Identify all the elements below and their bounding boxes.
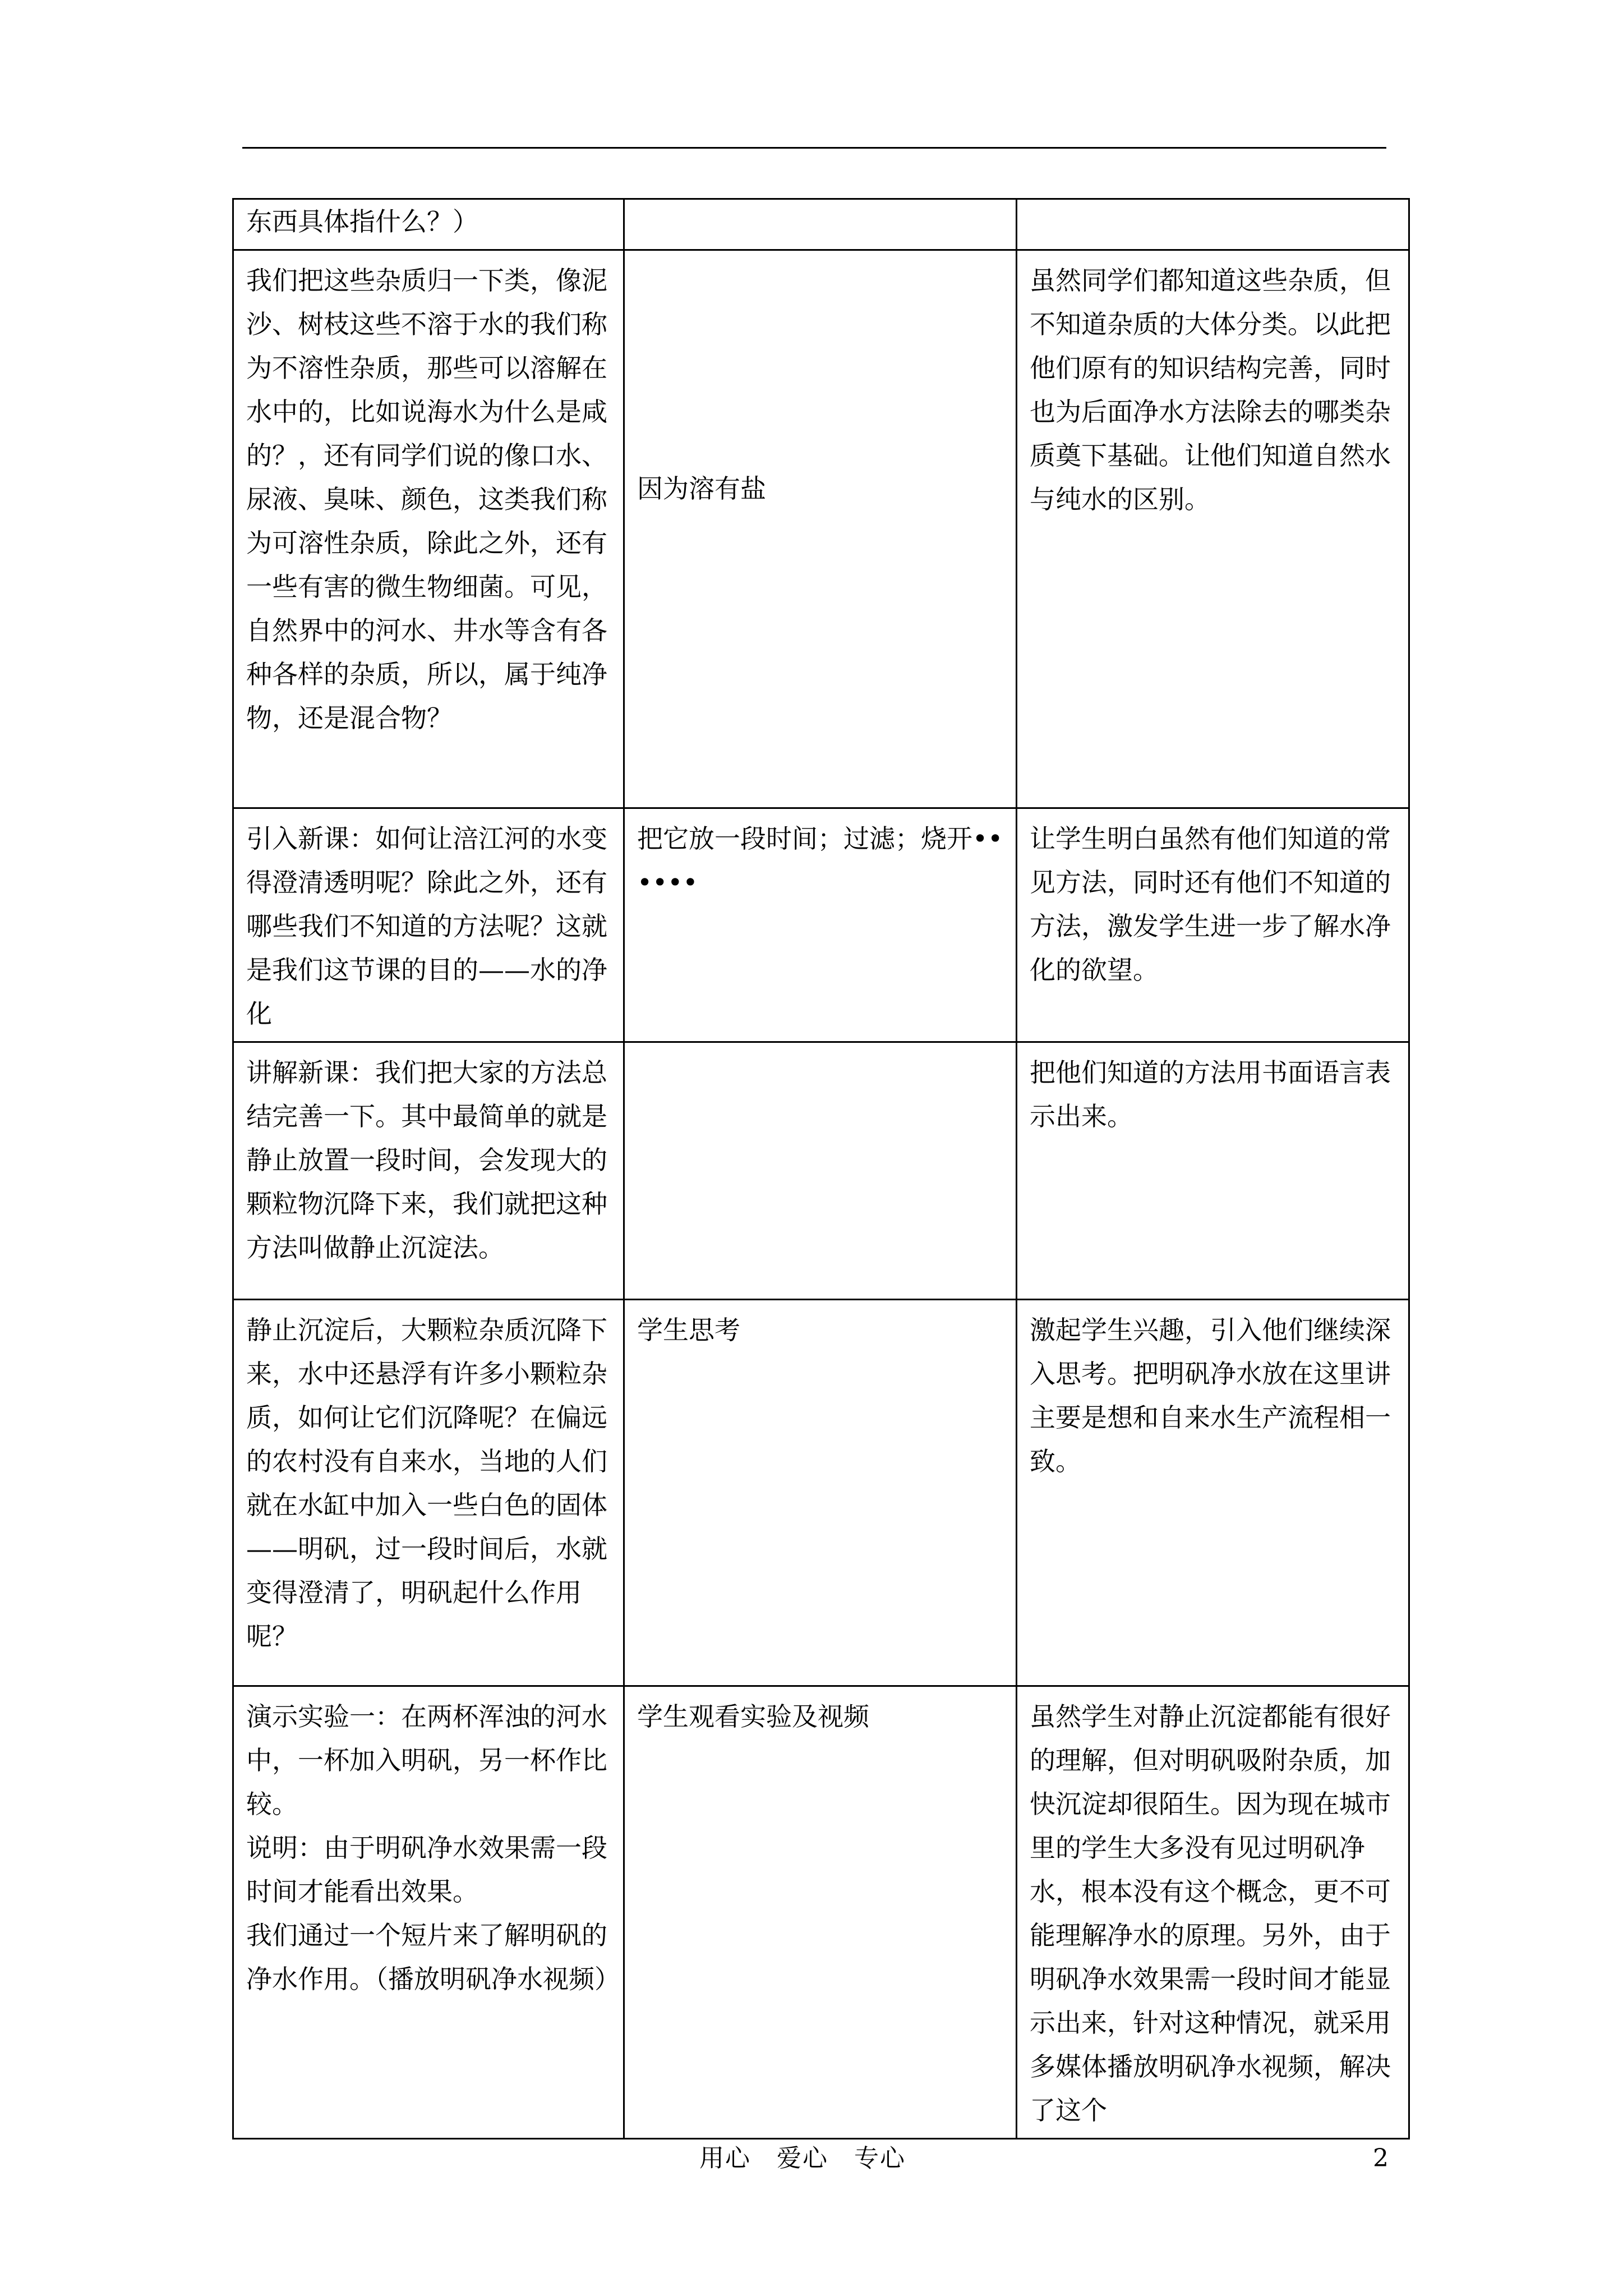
table-row <box>233 808 1409 1042</box>
teacher-activity-cell: 演示实验一：在两杯浑浊的河水中，一杯加入明矾，另一杯作比较。 说明：由于明矾净水效果需一段时间才能看出效果。 我们通过一个短片来了解明矾的净水作用。（播放明矾净水视频） <box>233 1686 624 2139</box>
teacher-activity-cell: 东西具体指什么？） <box>233 199 624 250</box>
table-row <box>233 1686 1409 2139</box>
student-activity-cell: 学生思考 <box>624 1300 1017 1686</box>
footer-motto: 用心 爱心 专心 <box>699 2144 906 2173</box>
table-row <box>233 1300 1409 1686</box>
design-intent-cell <box>1017 199 1409 250</box>
student-activity-cell <box>624 199 1017 250</box>
teacher-activity-cell: 我们把这些杂质归一下类，像泥沙、树枝这些不溶于水的我们称为不溶性杂质，那些可以溶解在水中的，比如说海水为什么是咸的？，还有同学们说的像口水、尿液、臭味、颜色，这类我们称为可溶性杂质，除此之外，还有一些有害的微生物细菌。可见，自然界中的河水、井水等含有各种各样的杂质，所以，属于纯净物，还是混合物？ <box>233 250 624 808</box>
student-activity-cell <box>624 250 1017 808</box>
teacher-activity-cell: 讲解新课：我们把大家的方法总结完善一下。其中最简单的就是静止放置一段时间，会发现大的颗粒物沉降下来，我们就把这种方法叫做静止沉淀法。 <box>233 1042 624 1300</box>
design-intent-cell: 把他们知道的方法用书面语言表示出来。 <box>1017 1042 1409 1300</box>
student-activity-cell <box>624 1042 1017 1300</box>
table-row <box>233 1042 1409 1300</box>
header-rule <box>242 147 1386 149</box>
design-intent-cell: 激起学生兴趣，引入他们继续深入思考。把明矾净水放在这里讲主要是想和自来水生产流程相一致。 <box>1017 1300 1409 1686</box>
teacher-activity-cell: 静止沉淀后，大颗粒杂质沉降下来，水中还悬浮有许多小颗粒杂质，如何让它们沉降呢？在偏远的农村没有自来水，当地的人们就在水缸中加入一些白色的固体——明矾，过一段时间后，水就变得澄清了，明矾起什么作用呢？ <box>233 1300 624 1686</box>
student-activity-cell: 把它放一段时间；过滤；烧开•••••• <box>624 808 1017 1042</box>
page-number: 2 <box>1373 2144 1389 2173</box>
design-intent-cell: 让学生明白虽然有他们知道的常见方法，同时还有他们不知道的方法，激发学生进一步了解水净化的欲望。 <box>1017 808 1409 1042</box>
design-intent-cell: 虽然同学们都知道这些杂质，但不知道杂质的大体分类。以此把他们原有的知识结构完善，同时也为后面净水方法除去的哪类杂质奠下基础。让他们知道自然水与纯水的区别。 <box>1017 250 1409 808</box>
design-intent-cell: 虽然学生对静止沉淀都能有很好的理解，但对明矾吸附杂质，加快沉淀却很陌生。因为现在城市里的学生大多没有见过明矾净水，根本没有这个概念，更不可能理解净水的原理。另外，由于明矾净水效果需一段时间才能显示出来，针对这种情况，就采用多媒体播放明矾净水视频，解决了这个 <box>1017 1686 1409 2139</box>
lesson-plan-table <box>232 198 1410 2139</box>
student-activity-cell: 学生观看实验及视频 <box>624 1686 1017 2139</box>
table-row <box>233 199 1409 250</box>
table-row <box>233 250 1409 808</box>
teacher-activity-cell: 引入新课：如何让涪江河的水变得澄清透明呢？除此之外，还有哪些我们不知道的方法呢？这就是我们这节课的目的——水的净化 <box>233 808 624 1042</box>
student-answer-top: 因为溶有盐 <box>637 473 766 504</box>
